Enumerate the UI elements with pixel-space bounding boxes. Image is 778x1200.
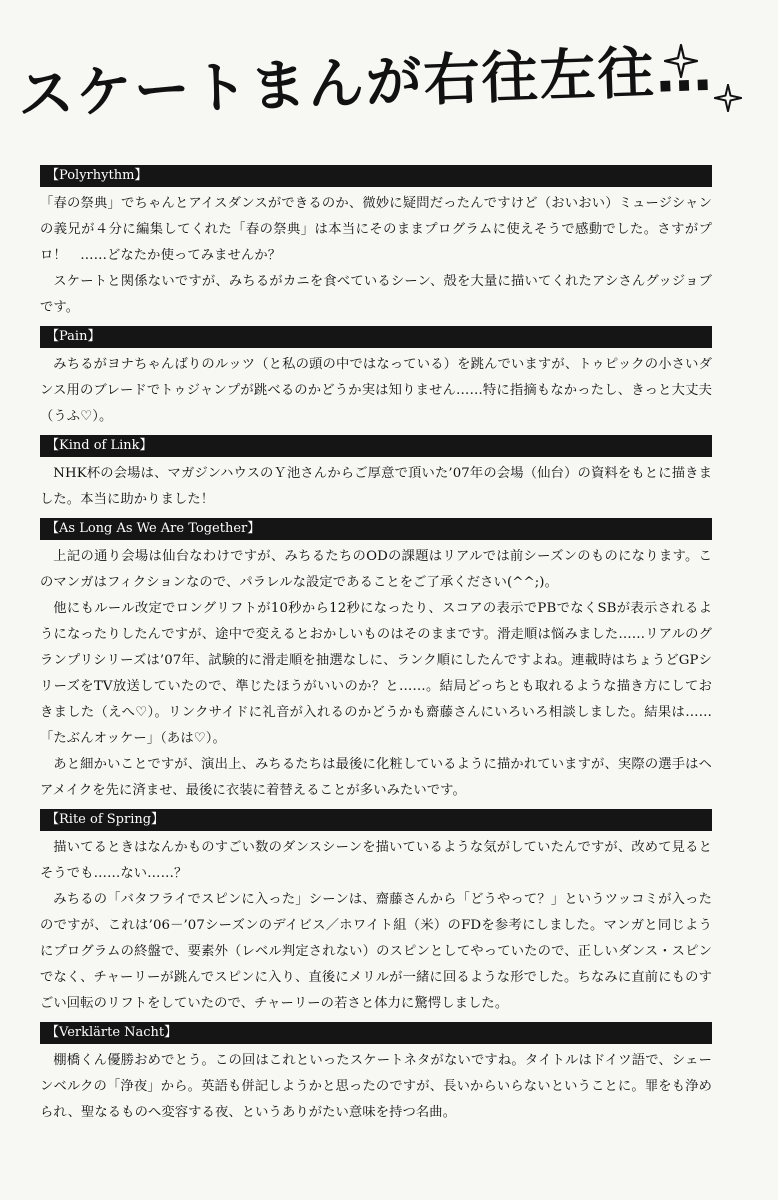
section-as-long-as-we-are-together [40, 518, 712, 804]
section-pain [40, 326, 712, 430]
paragraph: あと細かいことですが、演出上、みちるたちは最後に化粧しているように描かれていますが、実際の選手はヘアメイクを先に済ませ、最後に衣装に着替えることが多いみたいです。 [40, 757, 712, 798]
paragraph: 「春の祭典」でちゃんとアイスダンスができるのか、微妙に疑問だったんですけど（おいおい）ミュージシャンの義兄が４分に編集してくれた「春の祭典」は本当にそのままプログラムに使えそうで感動でした。さすがプロ！ ……どなたか使ってみませんか？ [40, 196, 712, 263]
paragraph: 描いてるときはなんかものすごい数のダンスシーンを描いているような気がしていたんですが、改めて見るとそうでも……ない……？ [40, 840, 712, 881]
paragraph: 他にもルール改定でロングリフトが10秒から12秒になったり、スコアの表示でPBでなくSBが表示されるようになったりしたんですが、途中で変えるとおかしいものはそのままです。滑走順は悩みました……リアルのグランプリシリーズは’07年、試験的に滑走順を抽選なしに、ランク順にしたんですよね。連載時はちょうどGPシリーズをTV放送していたので、準じたほうがいいのか？と……。結局どっちとも取れるような描き方にしておきました（えへ♡）。リンクサイドに礼音が入れるのかどうかも齋藤さんにいろいろ相談しました。結果は……「たぶんオッケー」（あは♡）。 [40, 601, 712, 746]
section-kind-of-link [40, 435, 712, 513]
article-body [40, 165, 712, 1131]
section-rite-of-spring [40, 809, 712, 1017]
page-title: スケートまんが右往左往… [16, 38, 715, 128]
section-heading: 【Verklärte Nacht】 [40, 1022, 712, 1044]
paragraph: みちるの「バタフライでスピンに入った」シーンは、齋藤さんから「どうやって？」というツッコミが入ったのですが、これは’06－’07シーズンのデイビス／ホワイト組（米）のFDを参考にしました。マンガと同じようにプログラムの終盤で、要素外（レベル判定されない）のスピンとしてやっていたので、正しいダンス・スピンでなく、チャーリーが跳んでスピンに入り、直後にメリルが一緒に回るような形でした。ちなみに直前にものすごい回転のリフトをしていたので、チャーリーの若さと体力に驚愕しました。 [40, 892, 712, 1011]
section-heading: 【As Long As We Are Together】 [40, 518, 712, 540]
section-polyrhythm [40, 165, 712, 321]
paragraph: スケートと関係ないですが、みちるがカニを食べているシーン、殻を大量に描いてくれたアシさんグッジョブです。 [40, 274, 712, 315]
paragraph: 上記の通り会場は仙台なわけですが、みちるたちのODの課題はリアルでは前シーズンのものになります。このマンガはフィクションなので、パラレルな設定であることをご了承ください(^^;)。 [40, 549, 712, 590]
sparkle-icon [664, 44, 698, 78]
paragraph: 棚橋くん優勝おめでとう。この回はこれといったスケートネタがないですね。タイトルはドイツ語で、シェーンベルクの「浄夜」から。英語も併記しようかと思ったのですが、長いからいらないということに。罪をも浄められ、聖なるものへ変容する夜、というありがたい意味を持つ名曲。 [40, 1053, 712, 1120]
section-verklarte-nacht [40, 1022, 712, 1126]
section-heading: 【Pain】 [40, 326, 712, 348]
section-heading: 【Kind of Link】 [40, 435, 712, 457]
paragraph: みちるがヨナちゃんばりのルッツ（と私の頭の中ではなっている）を跳んでいますが、トゥピックの小さいダンス用のブレードでトゥジャンプが跳べるのかどうか実は知りません……特に指摘もなかったし、きっと大丈夫（うふ♡）。 [40, 357, 712, 424]
section-heading: 【Polyrhythm】 [40, 165, 712, 187]
sparkle-icon [714, 84, 742, 112]
section-heading: 【Rite of Spring】 [40, 809, 712, 831]
paragraph: NHK杯の会場は、マガジンハウスのＹ池さんからご厚意で頂いた’07年の会場（仙台）の資料をもとに描きました。本当に助かりました！ [40, 466, 712, 507]
